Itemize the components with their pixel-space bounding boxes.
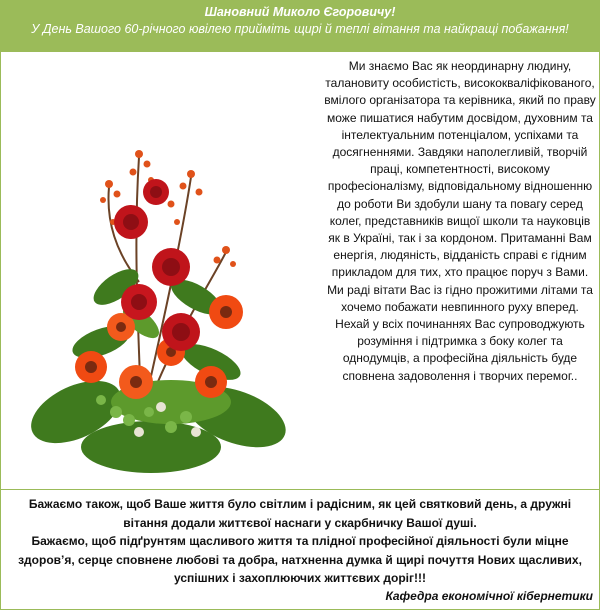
flower-bouquet-image	[21, 82, 321, 482]
wish-paragraph: Бажаємо, щоб підґрунтям щасливого життя та плідної професійної діяльності були міцне здоров’я, серце сповнене любові та добра, натхненна думка й щирі почуття Нових щасливих, успішних і захоплюючих життєвих доріг!!!	[18, 534, 582, 585]
wishes-section	[1, 490, 599, 588]
body-text	[323, 58, 597, 385]
body-paragraph: Ми раді вітати Вас із гідно прожитими літами та хочемо побажати невпинного руху вперед. Нехай у всіх починаннях Вас супроводжують розуміння і підтримка з боку колег та однодумців, а професійна діяльність буде сповнена задоволення і творчих перемог..	[327, 282, 593, 383]
main-section	[1, 52, 599, 490]
header-banner	[1, 1, 599, 52]
signature: Кафедра економічної кібернетики	[385, 589, 593, 603]
salutation: Шановний Миколо Єгоровичу!	[204, 5, 396, 19]
greeting-line: У День Вашого 60-річного ювілею прийміть щирі й теплі вітання та найкращі побажання!	[31, 22, 569, 36]
wish-paragraph: Бажаємо також, щоб Ваше життя було світлим і радісним, як цей святковий день, а дружні вітання додали життєвої наснаги у скарбничку Вашої душі.	[28, 497, 572, 530]
body-paragraph: Ми знаємо Вас як неординарну людину, талановиту особистість, висококваліфікованого, вмілого організатора та керівника, який по праву може пишатися набутим досвідом, духовним та інтелектуальним потенціалом, успіхами та досягненнями. Завдяки наполегливій, творчій праці, компетентності, високому професіоналізму, відповідальному відношенню до роботи Ви здобули шану та повагу серед колег, представників вищої школи та науковців як в Україні, так і за кордоном. Притаманні Вам енергія, людяність, відданість справі є гідним прикладом для тих, хто працює поруч з Вами.	[324, 59, 596, 280]
